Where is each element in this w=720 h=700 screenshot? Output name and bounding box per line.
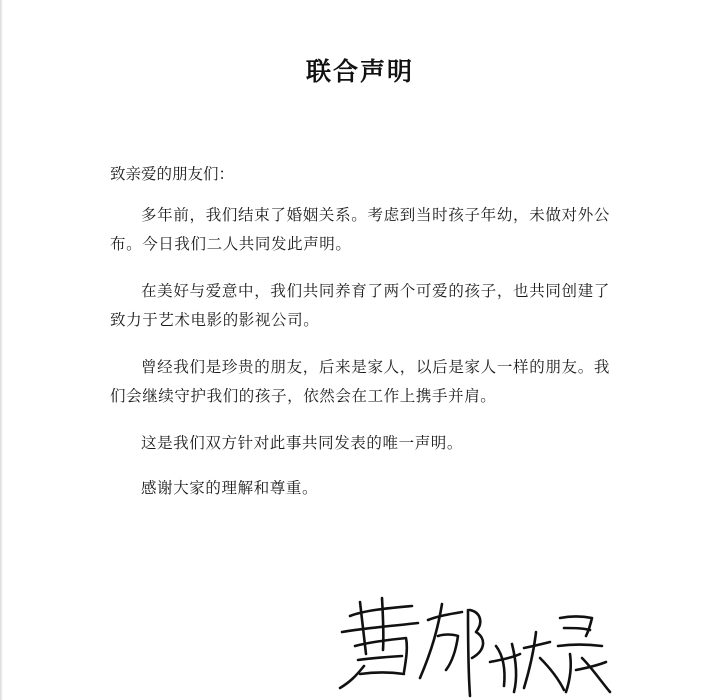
paragraph-5: 感谢大家的理解和尊重。 xyxy=(141,479,319,497)
signature-1 xyxy=(340,598,483,696)
statement-body xyxy=(110,160,610,519)
paragraph-4: 这是我们双方针对此事共同发表的唯一声明。 xyxy=(141,434,464,452)
handwritten-signatures xyxy=(320,588,620,700)
statement-title: 联合声明 xyxy=(305,57,414,86)
paragraph-3: 曾经我们是珍贵的朋友，后来是家人，以后是家人一样的朋友。我们会继续守护我们的孩子，依然会在工作上携手并肩。 xyxy=(110,358,610,405)
greeting: 致亲爱的朋友们： xyxy=(110,165,235,183)
paragraph-2: 在美好与爱意中，我们共同养育了两个可爱的孩子，也共同创建了致力于艺术电影的影视公司。 xyxy=(110,282,610,329)
paragraph-1: 多年前，我们结束了婚姻关系。考虑到当时孩子年幼，未做对外公布。今日我们二人共同发此声明。 xyxy=(110,206,610,253)
signature-drawing xyxy=(320,588,620,700)
page-edge xyxy=(0,0,3,700)
signature-2 xyxy=(490,617,610,693)
